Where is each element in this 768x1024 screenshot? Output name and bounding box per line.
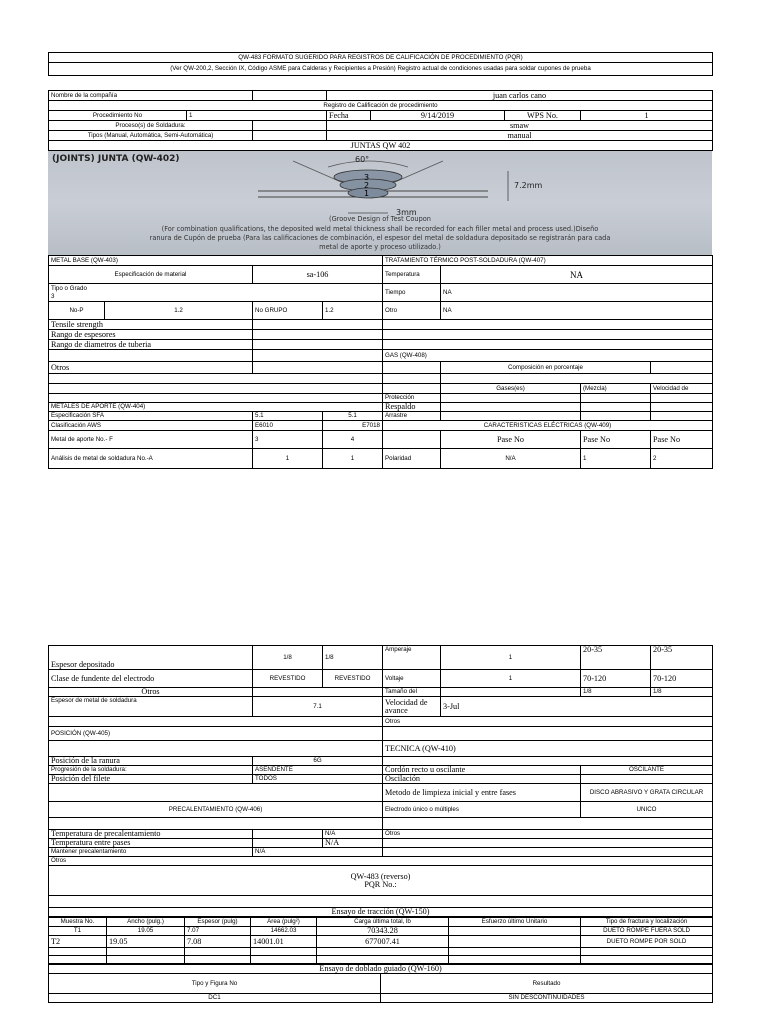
temp-value: NA — [441, 266, 713, 284]
materials-table — [48, 255, 713, 469]
form-title: QW-483 FORMATO SUGERIDO PARA REGISTROS DE CALIFICACIÓN DE PROCEDIMIENTO (PQR) — [49, 53, 713, 63]
joint-caption-1: (Groove Design of Test Coupon — [329, 215, 431, 223]
temp-entre-label: Temperatura entre pases — [49, 839, 253, 848]
clase-label: Clase de fundente del electrodo — [49, 670, 253, 688]
row1-tipo: DUETO ROMPE FUERA SOLD — [581, 927, 713, 936]
joint-image-title: (JOINTS) JUNTA (QW-402) — [52, 154, 180, 164]
pos-filete-label: Posición del filete — [49, 775, 253, 784]
aporte-title: METALES DE APORTE (QW-404) — [49, 403, 383, 412]
row1-carga: 70343.28 — [317, 927, 449, 936]
amperaje-v3: 20-35 — [651, 646, 713, 670]
doblado-table — [48, 964, 713, 1003]
progresion-value: ASENDENTE — [253, 766, 383, 775]
row2-tipo: DUETO ROMPE POR SOLD — [581, 936, 713, 948]
col-espesor: Espesor (pulg) — [185, 918, 251, 927]
row1-area: 14662.03 — [251, 927, 317, 936]
bead-2: 2 — [364, 181, 370, 190]
row2-espesor: 7.08 — [185, 936, 251, 948]
comp-label: Composición en porcentaje — [441, 362, 651, 374]
rango-esp-label: Rango de espesores — [49, 330, 253, 340]
row1-espesor: 7.07 — [185, 927, 251, 936]
traccion-title: Ensayo de tracción (QW-150) — [49, 908, 713, 917]
tipo-figura-label: Tipo y Figura No — [49, 974, 381, 994]
precal-title: PRECALENTAMIENTO (QW-406) — [49, 802, 383, 818]
tratamiento-title: TRATAMIENTO TÉRMICO POST-SOLDADURA (QW-407) — [383, 256, 713, 266]
espec-label: Especificación de material — [49, 266, 253, 284]
wps-value: 1 — [581, 111, 713, 121]
sfa-v1: 5.1 — [253, 412, 323, 421]
juntas-title: JUNTAS QW 402 — [49, 141, 713, 151]
amperaje-label: Amperaje — [383, 646, 441, 670]
pqr-sheet-1 — [48, 52, 712, 469]
procesos-label: Proceso(s) de Soldadura: — [49, 121, 253, 131]
otro-label: Otro — [383, 302, 441, 320]
gap-dim: 3mm — [396, 208, 417, 217]
otro-value: NA — [441, 302, 713, 320]
company-value: juan carlos cano — [327, 91, 713, 101]
pase-label: Pase No — [441, 431, 581, 449]
tecnica-title: TECNICA (QW-410) — [383, 741, 713, 757]
otros-label-3: Otros — [383, 717, 713, 727]
voltaje-label: Voltaje — [383, 670, 441, 688]
pqr-no-label: PQR No.: — [364, 879, 397, 889]
velocidad-gas-label: Velocidad de — [651, 384, 713, 394]
velocidad-value: 3-Jul — [441, 697, 713, 717]
temp-label: Temperatura — [383, 266, 441, 284]
electrodo-value: UNICO — [581, 802, 713, 818]
oscilacion-label: Oscilación — [383, 775, 581, 784]
limpieza-value: DISCO ABRASIVO Y GRATA CIRCULAR — [581, 784, 713, 802]
clase-v1: REVESTIDO — [253, 670, 323, 688]
col-muestra: Muestra No. — [49, 918, 107, 927]
joint-caption-2: (For combination qualifications, the deposited weld metal thickness shall be recorded for each filler metal and process used.)Diseño — [161, 225, 599, 233]
company-label: Nombre de la compañía — [49, 91, 253, 101]
voltaje-v3: 70-120 — [651, 670, 713, 688]
tamano-v2: 1/8 — [651, 688, 713, 697]
height-dim: 7.2mm — [514, 181, 543, 190]
bead-1: 1 — [364, 189, 370, 198]
general-table — [48, 90, 713, 151]
fecha-value: 9/14/2019 — [371, 111, 505, 121]
col-tipo: Tipo de fractura y localización — [581, 918, 713, 927]
tensile-label: Tensile strength — [49, 320, 253, 330]
aws-v2: E7018 — [323, 421, 383, 431]
table-row — [49, 936, 713, 948]
joint-diagram-image — [48, 151, 712, 255]
otros-label-5: Otros — [49, 857, 713, 866]
col-esfuerzo: Esfuerzo último Unitario — [449, 918, 581, 927]
sheet2-table — [48, 645, 713, 917]
velocidad-label: Velocidad de avance — [383, 697, 441, 717]
otros-label-2: Otros — [49, 688, 253, 697]
metal-base-title: METAL BASE (QW-403) — [49, 256, 383, 266]
espesor-v1: 1/8 — [253, 646, 323, 670]
posicion-title: POSICIÓN (QW-405) — [49, 727, 383, 741]
nop-value: 1.2 — [105, 302, 253, 320]
tipo-value: 3 — [51, 292, 55, 300]
tipos-value: manual — [327, 131, 713, 141]
nogrupo-value: 1.2 — [323, 302, 383, 320]
aws-v1: E6010 — [253, 421, 323, 431]
proc-no-value: 1 — [187, 111, 327, 121]
voltaje-v2: 70-120 — [581, 670, 651, 688]
pase-2: Pase No — [581, 431, 651, 449]
progresion-label: Progresión de la soldadura: — [49, 766, 253, 775]
tiempo-value: NA — [441, 284, 713, 302]
tamano-label: Tamaño del — [383, 688, 441, 697]
tipo-label: Tipo o Grado — [51, 284, 87, 292]
pos-filete-value: TODOS — [253, 775, 383, 784]
row2-area: 14001.01 — [251, 936, 317, 948]
pos-ranura-label: Posición de la ranura — [49, 757, 253, 766]
fecha-label: Fecha — [327, 111, 371, 121]
table-row — [49, 994, 713, 1003]
header-table — [48, 52, 713, 76]
temp-precal-label: Temperatura de precalentamiento — [49, 830, 253, 839]
doblado-row1-res: SIN DESCONTINUIDADES — [381, 994, 713, 1003]
a-v1: 1 — [253, 449, 323, 469]
proc-no-label: Procedimiento No — [49, 111, 187, 121]
joint-caption-3: ranura de Cupón de prueba (Para las calificaciones de combinación, el espesor del metal de soldadura depositado se registrarán para cada — [149, 234, 611, 242]
espesor-v2: 1/8 — [323, 646, 383, 670]
table-row — [49, 927, 713, 936]
pos-ranura-value: 6G — [253, 757, 383, 766]
arrastre-label: Arrastre — [383, 412, 441, 421]
electricas-title: CARACTERISTICAS ELÉCTRICAS (QW-409) — [383, 421, 713, 431]
gas-title: GAS (QW-408) — [383, 350, 713, 362]
electrodo-label: Electrodo único o múltiples — [383, 802, 581, 818]
traccion-table — [48, 917, 713, 964]
a-label: Análisis de metal de soldadura No.-A — [49, 449, 253, 469]
row2-carga: 677007.41 — [317, 936, 449, 948]
polaridad-label: Polaridad — [383, 449, 441, 469]
wps-label: WPS No. — [505, 111, 581, 121]
espesor-label: Espesor depositado — [49, 646, 253, 670]
nogrupo-label: No GRUPO — [253, 302, 323, 320]
reverso-cell — [49, 866, 713, 896]
mezcla-label: (Mezcla) — [581, 384, 651, 394]
respaldo-label: Respaldo — [383, 403, 441, 412]
temp-entre-value: N/A — [323, 839, 383, 848]
espesor-metal-label: Espesor de metal de soldadura — [49, 697, 253, 717]
limpieza-label: Metodo de limpieza inicial y entre fases — [383, 784, 581, 802]
espec-value: sa-106 — [253, 266, 383, 284]
joint-caption-4: metal de aporte y proceso utilizado.) — [319, 243, 441, 251]
espesor-metal-value: 7.1 — [253, 697, 383, 717]
amperaje-v2: 20-35 — [581, 646, 651, 670]
row1-ancho: 19.05 — [107, 927, 185, 936]
clase-v2: REVESTIDO — [323, 670, 383, 688]
tipos-label: Tipos (Manual, Automática, Semi-Automática) — [49, 131, 253, 141]
f-label: Metal de aporte No.- F — [49, 431, 253, 449]
polaridad-value: N/A — [441, 449, 581, 469]
rango-diam-label: Rango de diametros de tuberia — [49, 340, 253, 350]
mantener-value: N/A — [253, 848, 383, 857]
doblado-title: Ensayo de doblado guiado (QW-160) — [49, 965, 713, 974]
cordon-value: OSCILANTE — [581, 766, 713, 775]
tamano-v1: 1/8 — [581, 688, 651, 697]
a-v2: 1 — [323, 449, 383, 469]
row2-ancho: 19.05 — [107, 936, 185, 948]
form-subtitle: (Ver QW-200,2, Sección IX, Código ASME para Calderas y Recipientes a Presión) Registro actual de condiciones usadas para soldar cupones de prueba — [49, 63, 713, 76]
gases-label: Gases(es) — [441, 384, 581, 394]
pqr-sheet-2 — [48, 645, 712, 1003]
otros-label-4: Otros — [383, 830, 713, 839]
cordon-label: Cordón recto u oscilante — [383, 766, 581, 775]
bead-3: 3 — [364, 173, 370, 182]
otros-label: Otros — [49, 362, 253, 374]
temp-precal-value: N/A — [323, 830, 383, 839]
proteccion-label: Protección — [383, 394, 441, 403]
aws-label: Clasificación AWS — [49, 421, 253, 431]
doblado-row1-tipo: DC1 — [49, 994, 381, 1003]
mantener-label: Mantener precalentamiento — [49, 848, 253, 857]
col-area: Área (pulg²) — [251, 918, 317, 927]
pase-3: Pase No — [651, 431, 713, 449]
row1-muestra: T1 — [49, 927, 107, 936]
col-carga: Carga última total, lb — [317, 918, 449, 927]
pol-v3: 2 — [651, 449, 713, 469]
f-v1: 3 — [253, 431, 323, 449]
tiempo-label: Tiempo — [383, 284, 441, 302]
tipo-cell — [49, 284, 383, 302]
col-ancho: Ancho (pulg.) — [107, 918, 185, 927]
sfa-label: Especificación SFA — [49, 412, 253, 421]
row2-muestra: T2 — [49, 936, 107, 948]
sfa-v2: 5.1 — [323, 412, 383, 421]
amperaje-v1: 1 — [441, 646, 581, 670]
angle-label: 60° — [355, 155, 370, 164]
pol-v2: 1 — [581, 449, 651, 469]
voltaje-v1: 1 — [441, 670, 581, 688]
nop-label: No-P — [49, 302, 105, 320]
f-v2: 4 — [323, 431, 383, 449]
registro-label: Registro de Calificación de procedimiento — [49, 101, 713, 111]
resultado-label: Resultado — [381, 974, 713, 994]
procesos-value: smaw — [327, 121, 713, 131]
reverso-title: QW-483 (reverso) — [350, 871, 411, 881]
